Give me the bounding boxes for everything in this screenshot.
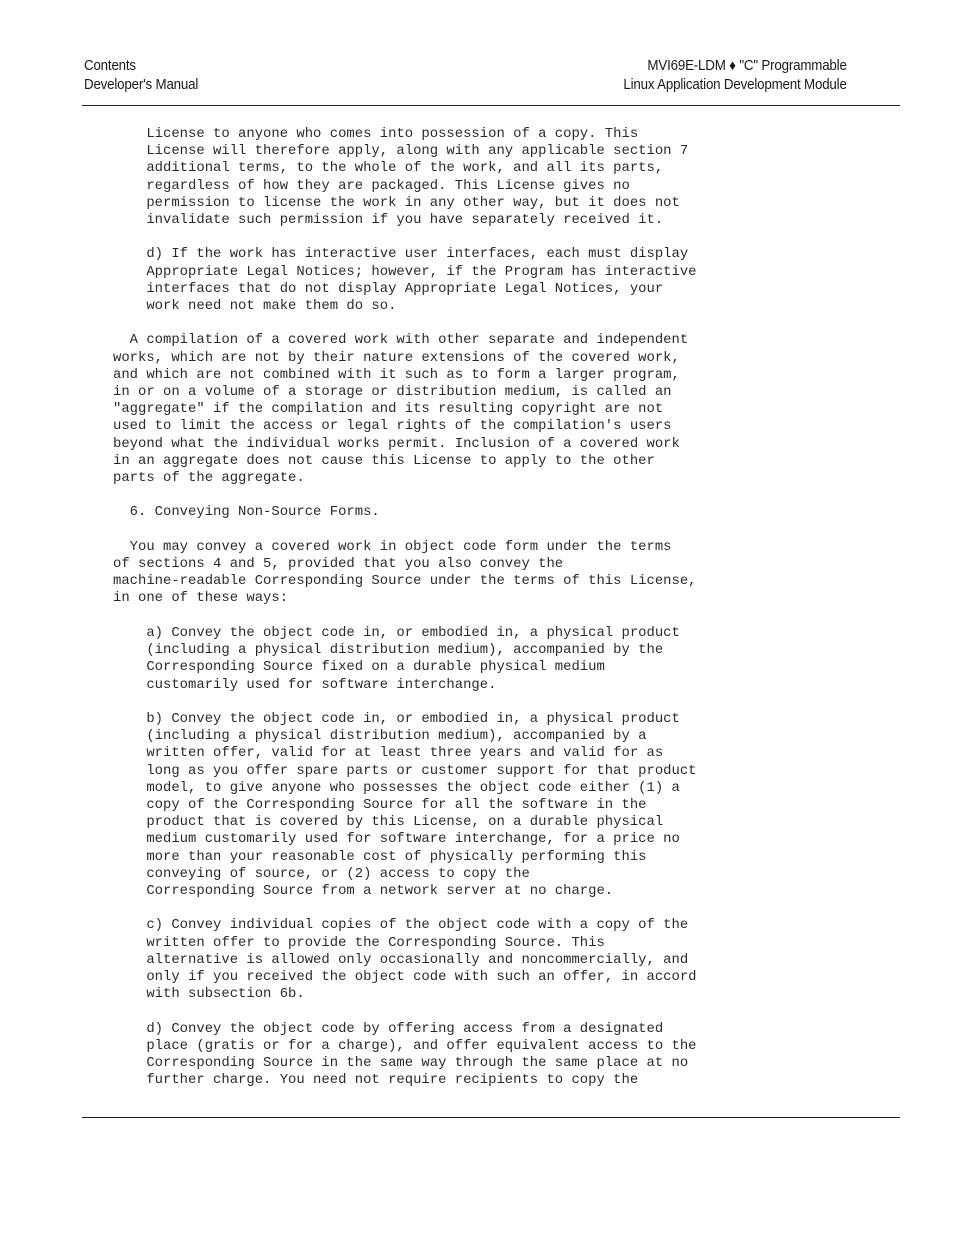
text-line: License to anyone who comes into possession of a copy. This [113, 126, 639, 142]
text-line: in one of these ways: [113, 590, 289, 607]
text-line: Corresponding Source fixed on a durable physical medium [113, 659, 605, 676]
text-line: works, which are not by their nature extensions of the covered work, [113, 349, 680, 366]
header-section-title: Contents [84, 58, 136, 74]
text-line: conveying of source, or (2) access to copy the [113, 865, 530, 882]
text-line: further charge. You need not require recipients to copy the [113, 1072, 639, 1089]
header-product-subtitle: Linux Application Development Module [623, 77, 847, 93]
text-line: medium customarily used for software interchange, for a price no [113, 831, 680, 848]
text-line: A compilation of a covered work with other separate and independent [113, 332, 689, 349]
text-line: of sections 4 and 5, provided that you also convey the [113, 556, 564, 573]
text-line [113, 608, 697, 625]
text-line: machine-readable Corresponding Source under the terms of this License, [113, 573, 697, 590]
text-line: and which are not combined with it such as to form a larger program, [113, 366, 680, 383]
text-line [113, 900, 697, 917]
text-line: parts of the aggregate. [113, 470, 305, 487]
header-product-title: MVI69E-LDM ♦ "C" Programmable [647, 58, 847, 74]
text-line: place (gratis or for a charge), and offer equivalent access to the [113, 1037, 697, 1054]
text-line: regardless of how they are packaged. This License gives no [113, 177, 630, 194]
text-line: a) Convey the object code in, or embodied in, a physical product [113, 624, 680, 641]
text-line: Appropriate Legal Notices; however, if the Program has interactive [113, 263, 697, 280]
text-line [113, 1003, 697, 1020]
page-header [0, 0, 954, 106]
text-line: copy of the Corresponding Source for all the software in the [113, 796, 647, 813]
text-line: Corresponding Source in the same way through the same place at no [113, 1054, 689, 1071]
license-text-body [113, 126, 697, 1089]
footer-divider [82, 1117, 900, 1118]
text-line: invalidate such permission if you have separately received it. [113, 212, 664, 229]
text-line: additional terms, to the whole of the work, and all its parts, [113, 160, 664, 177]
text-line: model, to give anyone who possesses the object code either (1) a [113, 779, 680, 796]
text-line: product that is covered by this License, on a durable physical [113, 814, 664, 831]
text-line: customarily used for software interchange. [113, 676, 497, 693]
text-line [113, 522, 697, 539]
text-line: 6. Conveying Non-Source Forms. [113, 504, 380, 521]
text-line: beyond what the individual works permit. Inclusion of a covered work [113, 435, 680, 452]
text-line: in or on a volume of a storage or distribution medium, is called an [113, 384, 672, 401]
text-line: d) Convey the object code by offering access from a designated [113, 1020, 664, 1037]
text-line: long as you offer spare parts or customer support for that product [113, 762, 697, 779]
text-line: alternative is allowed only occasionally and noncommercially, and [113, 951, 689, 968]
text-line [113, 315, 697, 332]
header-manual-title: Developer's Manual [84, 77, 199, 93]
text-line: permission to license the work in any other way, but it does not [113, 194, 680, 211]
text-line: License will therefore apply, along with any applicable section 7 [113, 143, 689, 160]
text-line: with subsection 6b. [113, 986, 305, 1003]
text-line: (including a physical distribution medium), accompanied by a [113, 728, 647, 745]
header-left [84, 57, 198, 95]
header-right [624, 57, 847, 95]
text-line: interfaces that do not display Appropriate Legal Notices, your [113, 280, 664, 297]
header-divider [82, 105, 900, 106]
text-line [113, 487, 697, 504]
text-line [113, 229, 697, 246]
text-line: more than your reasonable cost of physically performing this [113, 848, 647, 865]
text-line: used to limit the access or legal rights of the compilation's users [113, 418, 672, 435]
text-line: written offer, valid for at least three years and valid for as [113, 745, 664, 762]
text-line: only if you received the object code with such an offer, in accord [113, 968, 697, 985]
text-line: in an aggregate does not cause this License to apply to the other [113, 452, 655, 469]
text-line: c) Convey individual copies of the object code with a copy of the [113, 917, 689, 934]
text-line: d) If the work has interactive user interfaces, each must display [113, 246, 689, 263]
text-line: Corresponding Source from a network server at no charge. [113, 882, 614, 899]
text-line: written offer to provide the Corresponding Source. This [113, 934, 605, 951]
text-line: work need not make them do so. [113, 298, 397, 315]
text-line [113, 694, 697, 711]
text-line: You may convey a covered work in object code form under the terms [113, 538, 672, 555]
text-line: "aggregate" if the compilation and its resulting copyright are not [113, 401, 664, 418]
text-line: (including a physical distribution medium), accompanied by the [113, 642, 664, 659]
text-line: b) Convey the object code in, or embodied in, a physical product [113, 710, 680, 727]
